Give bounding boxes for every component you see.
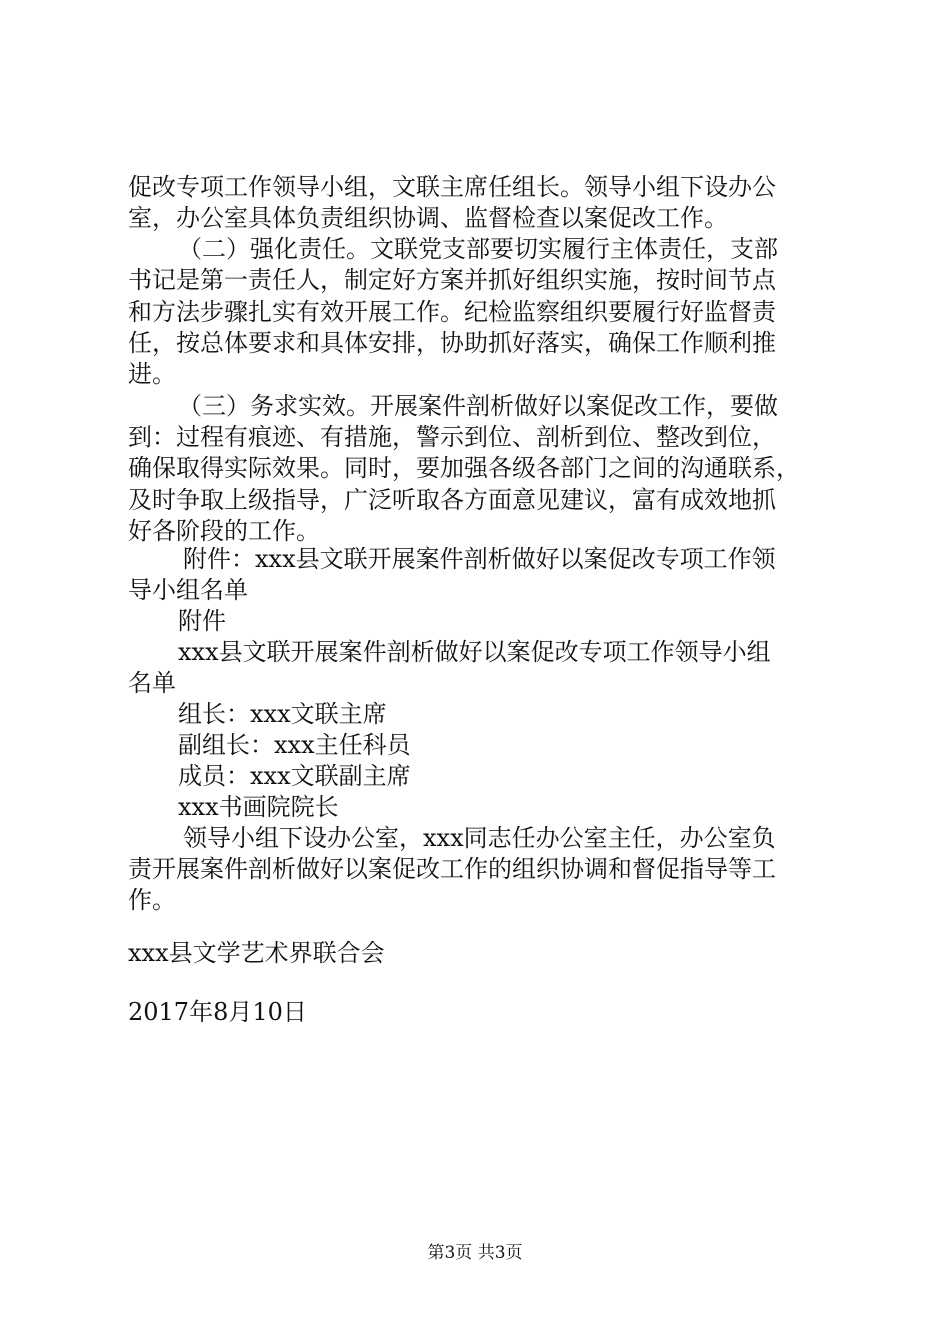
- group-members: xxx书画院院长: [178, 793, 339, 821]
- body-text-line: 和方法步骤扎实有效开展工作。纪检监察组织要履行好监督责: [128, 298, 776, 326]
- body-text-line: 进。: [128, 360, 176, 388]
- attachment-title: 名单: [128, 669, 176, 697]
- issue-date: 2017年8月10日: [128, 998, 307, 1026]
- body-text-line: 好各阶段的工作。: [128, 517, 320, 545]
- group-members: 成员：xxx文联副主席: [178, 762, 411, 790]
- issuer-name: xxx县文学艺术界联合会: [128, 939, 385, 967]
- attachment-note: 导小组名单: [128, 576, 248, 604]
- body-text-line: 责开展案件剖析做好以案促改工作的组织协调和督促指导等工: [128, 855, 776, 883]
- attachment-heading: 附件: [178, 607, 226, 635]
- body-text-line: 确保取得实际效果。同时，要加强各级各部门之间的沟通联系，: [128, 454, 800, 482]
- body-text-line: 及时争取上级指导，广泛听取各方面意见建议，富有成效地抓: [128, 486, 776, 514]
- body-text-line: 作。: [128, 886, 176, 914]
- body-text-line: 室，办公室具体负责组织协调、监督检查以案促改工作。: [128, 204, 728, 232]
- body-text-line: 促改专项工作领导小组，文联主席任组长。领导小组下设办公: [128, 173, 776, 201]
- deputy-leader: 副组长：xxx主任科员: [178, 731, 411, 759]
- attachment-title: xxx县文联开展案件剖析做好以案促改专项工作领导小组: [178, 638, 771, 666]
- body-text-line: 书记是第一责任人，制定好方案并抓好组织实施，按时间节点: [128, 266, 776, 294]
- attachment-note: 附件：xxx县文联开展案件剖析做好以案促改专项工作领: [183, 545, 776, 573]
- body-text-line: （二）强化责任。文联党支部要切实履行主体责任，支部: [178, 235, 778, 263]
- body-text-line: 领导小组下设办公室，xxx同志任办公室主任，办公室负: [183, 824, 776, 852]
- body-text-line: 任，按总体要求和具体安排，协助抓好落实，确保工作顺利推: [128, 329, 776, 357]
- body-text-line: 到：过程有痕迹、有措施，警示到位、剖析到位、整改到位，: [128, 423, 776, 451]
- page-number: 第3页 共3页: [427, 1243, 523, 1263]
- group-leader: 组长：xxx文联主席: [178, 700, 387, 728]
- body-text-line: （三）务求实效。开展案件剖析做好以案促改工作，要做: [178, 392, 778, 420]
